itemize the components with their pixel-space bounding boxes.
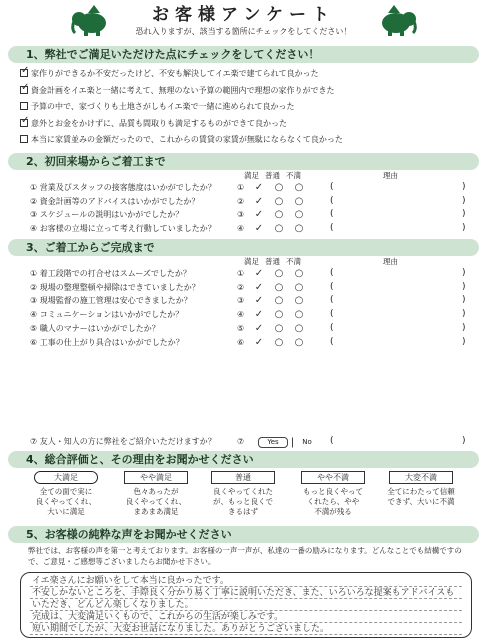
reason-close-paren: ) <box>462 336 466 347</box>
reason-open-paren: ( <box>330 182 334 192</box>
elephant-icon <box>378 3 418 37</box>
checkbox[interactable] <box>20 102 28 110</box>
checklist-item[interactable] <box>20 101 295 112</box>
check-icon[interactable]: ✓ <box>254 182 264 193</box>
rating-option[interactable]: やや満足 <box>124 471 188 484</box>
circle-option-icon[interactable]: ○ <box>294 322 304 334</box>
reason-close-paren: ) <box>462 309 466 320</box>
question-number: ③ <box>237 210 245 220</box>
reason-open-paren: ( <box>330 281 334 292</box>
circle-option-icon[interactable]: ○ <box>274 295 284 307</box>
section5-intro: 弊社では、お客様の声を第一と考えております。お客様の一声一声が、私達の一番の励みになります。どんなことでも結構ですので、ご意見・ご感想等ございましたらお聞かせ下さい。 <box>28 546 462 566</box>
question-label: ④ コミュニケーションはいかがでしたか？ <box>30 310 184 320</box>
column-normal: 普通 <box>265 257 280 266</box>
elephant-icon <box>70 3 110 37</box>
customer-comment-line: 完成は、大変満足いくもので、これからの生活が楽しみです。 <box>32 612 284 622</box>
rating-description: 全ての面で実に 良くやってくれ、 大いに満足 <box>35 487 97 516</box>
checklist-label: 家作りができるか不安だったけど、不安も解決してイエ楽で建てられて良かった <box>31 69 319 78</box>
reason-close-paren: ) <box>462 295 466 306</box>
reason-open-paren: ( <box>330 268 334 278</box>
question-label: ③ 現場監督の施工管理は安心できましたか？ <box>30 296 192 306</box>
section3-heading: 3、ご着工からご完成まで <box>8 239 479 256</box>
circle-option-icon[interactable]: ○ <box>294 268 304 279</box>
question-number: ② <box>237 282 245 292</box>
circle-option-icon[interactable]: ○ <box>274 195 284 207</box>
circle-option-icon[interactable]: ○ <box>294 281 304 293</box>
question-number: ⑦ <box>237 437 245 446</box>
question-number: ① <box>237 269 245 278</box>
column-normal: 普通 <box>265 171 280 180</box>
question-label: ① 着工段階での打合せはスムーズでしたか？ <box>30 269 191 278</box>
question-number: ④ <box>237 224 245 234</box>
circle-option-icon[interactable]: ○ <box>274 336 284 348</box>
reason-close-paren: ) <box>462 195 466 206</box>
rating-description: 色々あったが 良くやってくれ、 まあまあ満足 <box>125 487 187 516</box>
question-number: ⑥ <box>237 337 245 347</box>
check-icon[interactable]: ✓ <box>254 268 264 279</box>
referral-yes-option[interactable]: Yes <box>258 437 288 448</box>
circle-option-icon[interactable]: ○ <box>274 322 284 334</box>
check-icon[interactable]: ✓ <box>254 209 264 221</box>
column-unsatisfied: 不満 <box>286 171 301 180</box>
section1-heading: 1、弊社でご満足いただけた点にチェックをしてください！ <box>8 46 479 63</box>
section5-heading: 5、お客様の純粋な声をお聞かせください <box>8 526 479 543</box>
customer-comment-line: いただき、どんどん楽しくなりました。 <box>32 600 194 610</box>
reason-close-paren: ) <box>462 268 466 278</box>
checkbox[interactable] <box>20 81 30 94</box>
check-icon[interactable]: ✓ <box>254 309 264 321</box>
column-satisfied: 満足 <box>244 171 259 180</box>
checkbox[interactable] <box>20 135 28 143</box>
circle-option-icon[interactable]: ○ <box>294 223 304 235</box>
reason-open-paren: ( <box>330 223 334 234</box>
checklist-item[interactable] <box>20 81 335 96</box>
circle-option-icon[interactable]: ○ <box>274 281 284 293</box>
question-label: ⑤ 職人のマナーはいかがでしたか？ <box>30 323 160 333</box>
page-title: お客様アンケート <box>152 5 335 25</box>
reason-open-paren: ( <box>330 436 334 446</box>
column-reason: 理由 <box>383 171 398 180</box>
circle-option-icon[interactable]: ○ <box>294 209 304 221</box>
question-number: ① <box>237 183 245 192</box>
customer-comment-line: イエ楽さんにお願いをして本当に良かったです。 <box>32 576 229 586</box>
referral-question: ⑦ 友人・知人の方に弊社をご紹介いただけますか？ <box>30 437 216 446</box>
circle-option-icon[interactable]: ○ <box>294 195 304 207</box>
checklist-item[interactable] <box>20 134 343 145</box>
reason-open-paren: ( <box>330 309 334 320</box>
check-icon[interactable]: ✓ <box>254 295 264 307</box>
checklist-item[interactable] <box>20 114 287 129</box>
question-label: ④ お客様の立場に立って考え行動していましたか？ <box>30 224 216 234</box>
reason-open-paren: ( <box>330 295 334 306</box>
check-icon[interactable]: ✓ <box>254 336 264 348</box>
rating-option[interactable]: 大変不満 <box>389 471 453 484</box>
column-reason: 理由 <box>383 257 398 266</box>
circle-option-icon[interactable]: ○ <box>274 182 284 193</box>
referral-no-option[interactable]: No <box>292 437 322 448</box>
circle-option-icon[interactable]: ○ <box>274 268 284 279</box>
reason-open-paren: ( <box>330 322 334 333</box>
reason-close-paren: ) <box>462 281 466 292</box>
check-icon[interactable]: ✓ <box>254 223 264 235</box>
check-icon[interactable]: ✓ <box>254 322 264 334</box>
circle-option-icon[interactable]: ○ <box>294 336 304 348</box>
question-label: ② 資金計画等のアドバイスはいかがでしたか？ <box>30 196 200 206</box>
checklist-label: 意外とお金をかけずに、品質も間取りも満足するものができて良かった <box>31 118 287 128</box>
reason-close-paren: ) <box>462 182 466 192</box>
checklist-label: 資金計画をイエ楽と一緒に考えて、無理のない予算の範囲内で理想の家作りができた <box>31 85 335 95</box>
circle-option-icon[interactable]: ○ <box>294 309 304 321</box>
question-label: ② 現場の整理整頓や掃除はできていましたか？ <box>30 282 200 292</box>
rating-description: 良くやってくれた が、もっと良くで きるはず <box>213 487 273 516</box>
circle-option-icon[interactable]: ○ <box>294 182 304 193</box>
question-number: ④ <box>237 310 245 320</box>
question-label: ⑥ 工事の仕上がり具合はいかがでしたか？ <box>30 337 184 347</box>
rating-option[interactable]: 大満足 <box>34 471 98 484</box>
customer-comment-line: 不安しかないところを、手際良く分かり易く丁寧に説明いただき、また、いろいろな提案もアドバイスも <box>32 588 455 598</box>
section2-heading: 2、初回来場からご着工まで <box>8 153 479 170</box>
rating-description: 全てにわたって信頼 できず、大いに不満 <box>387 487 455 506</box>
reason-open-paren: ( <box>330 195 334 206</box>
question-number: ② <box>237 196 245 206</box>
reason-close-paren: ) <box>462 223 466 234</box>
column-unsatisfied: 不満 <box>286 257 301 266</box>
circle-option-icon[interactable]: ○ <box>274 223 284 235</box>
reason-open-paren: ( <box>330 209 334 220</box>
circle-option-icon[interactable]: ○ <box>274 209 284 221</box>
circle-option-icon[interactable]: ○ <box>274 309 284 321</box>
check-icon[interactable]: ✓ <box>254 195 264 207</box>
page-subtitle: 恐れ入りますが、該当する箇所にチェックをしてください！ <box>135 27 352 36</box>
question-label: ① 営業及びスタッフの接客態度はいかがでしたか？ <box>30 183 216 192</box>
checklist-item[interactable] <box>20 65 319 79</box>
check-icon: ✓ <box>21 65 30 76</box>
checklist-label: 予算の中で、家づくりも土地さがしもイエ楽で一緒に進められて良かった <box>31 102 295 111</box>
checklist-label: 本当に家賃並みの金額だったので、これからの賃貸の家賃が無駄にならなくて良かった <box>31 135 343 144</box>
question-number: ③ <box>237 296 245 306</box>
reason-close-paren: ) <box>462 436 466 446</box>
checkbox[interactable] <box>20 65 30 77</box>
rating-option[interactable]: 普通 <box>211 471 275 484</box>
rating-description: もっと良くやって くれたら、やや 不満が残る <box>303 487 363 516</box>
check-icon: ✓ <box>21 81 30 93</box>
rating-option[interactable]: やや不満 <box>301 471 365 484</box>
reason-open-paren: ( <box>330 336 334 347</box>
column-satisfied: 満足 <box>244 257 259 266</box>
circle-option-icon[interactable]: ○ <box>294 295 304 307</box>
reason-close-paren: ) <box>462 322 466 333</box>
customer-comment-line: 短い期間でしたが、大変お世話になりました。ありがとうございました。 <box>32 624 330 634</box>
check-icon: ✓ <box>21 114 30 126</box>
section4-heading: 4、総合評価と、その理由をお聞かせください <box>8 451 479 468</box>
check-icon[interactable]: ✓ <box>254 281 264 293</box>
question-label: ③ スケジュールの説明はいかがでしたか？ <box>30 210 184 220</box>
question-number: ⑤ <box>237 323 245 333</box>
checkbox[interactable] <box>20 114 30 127</box>
reason-close-paren: ) <box>462 209 466 220</box>
